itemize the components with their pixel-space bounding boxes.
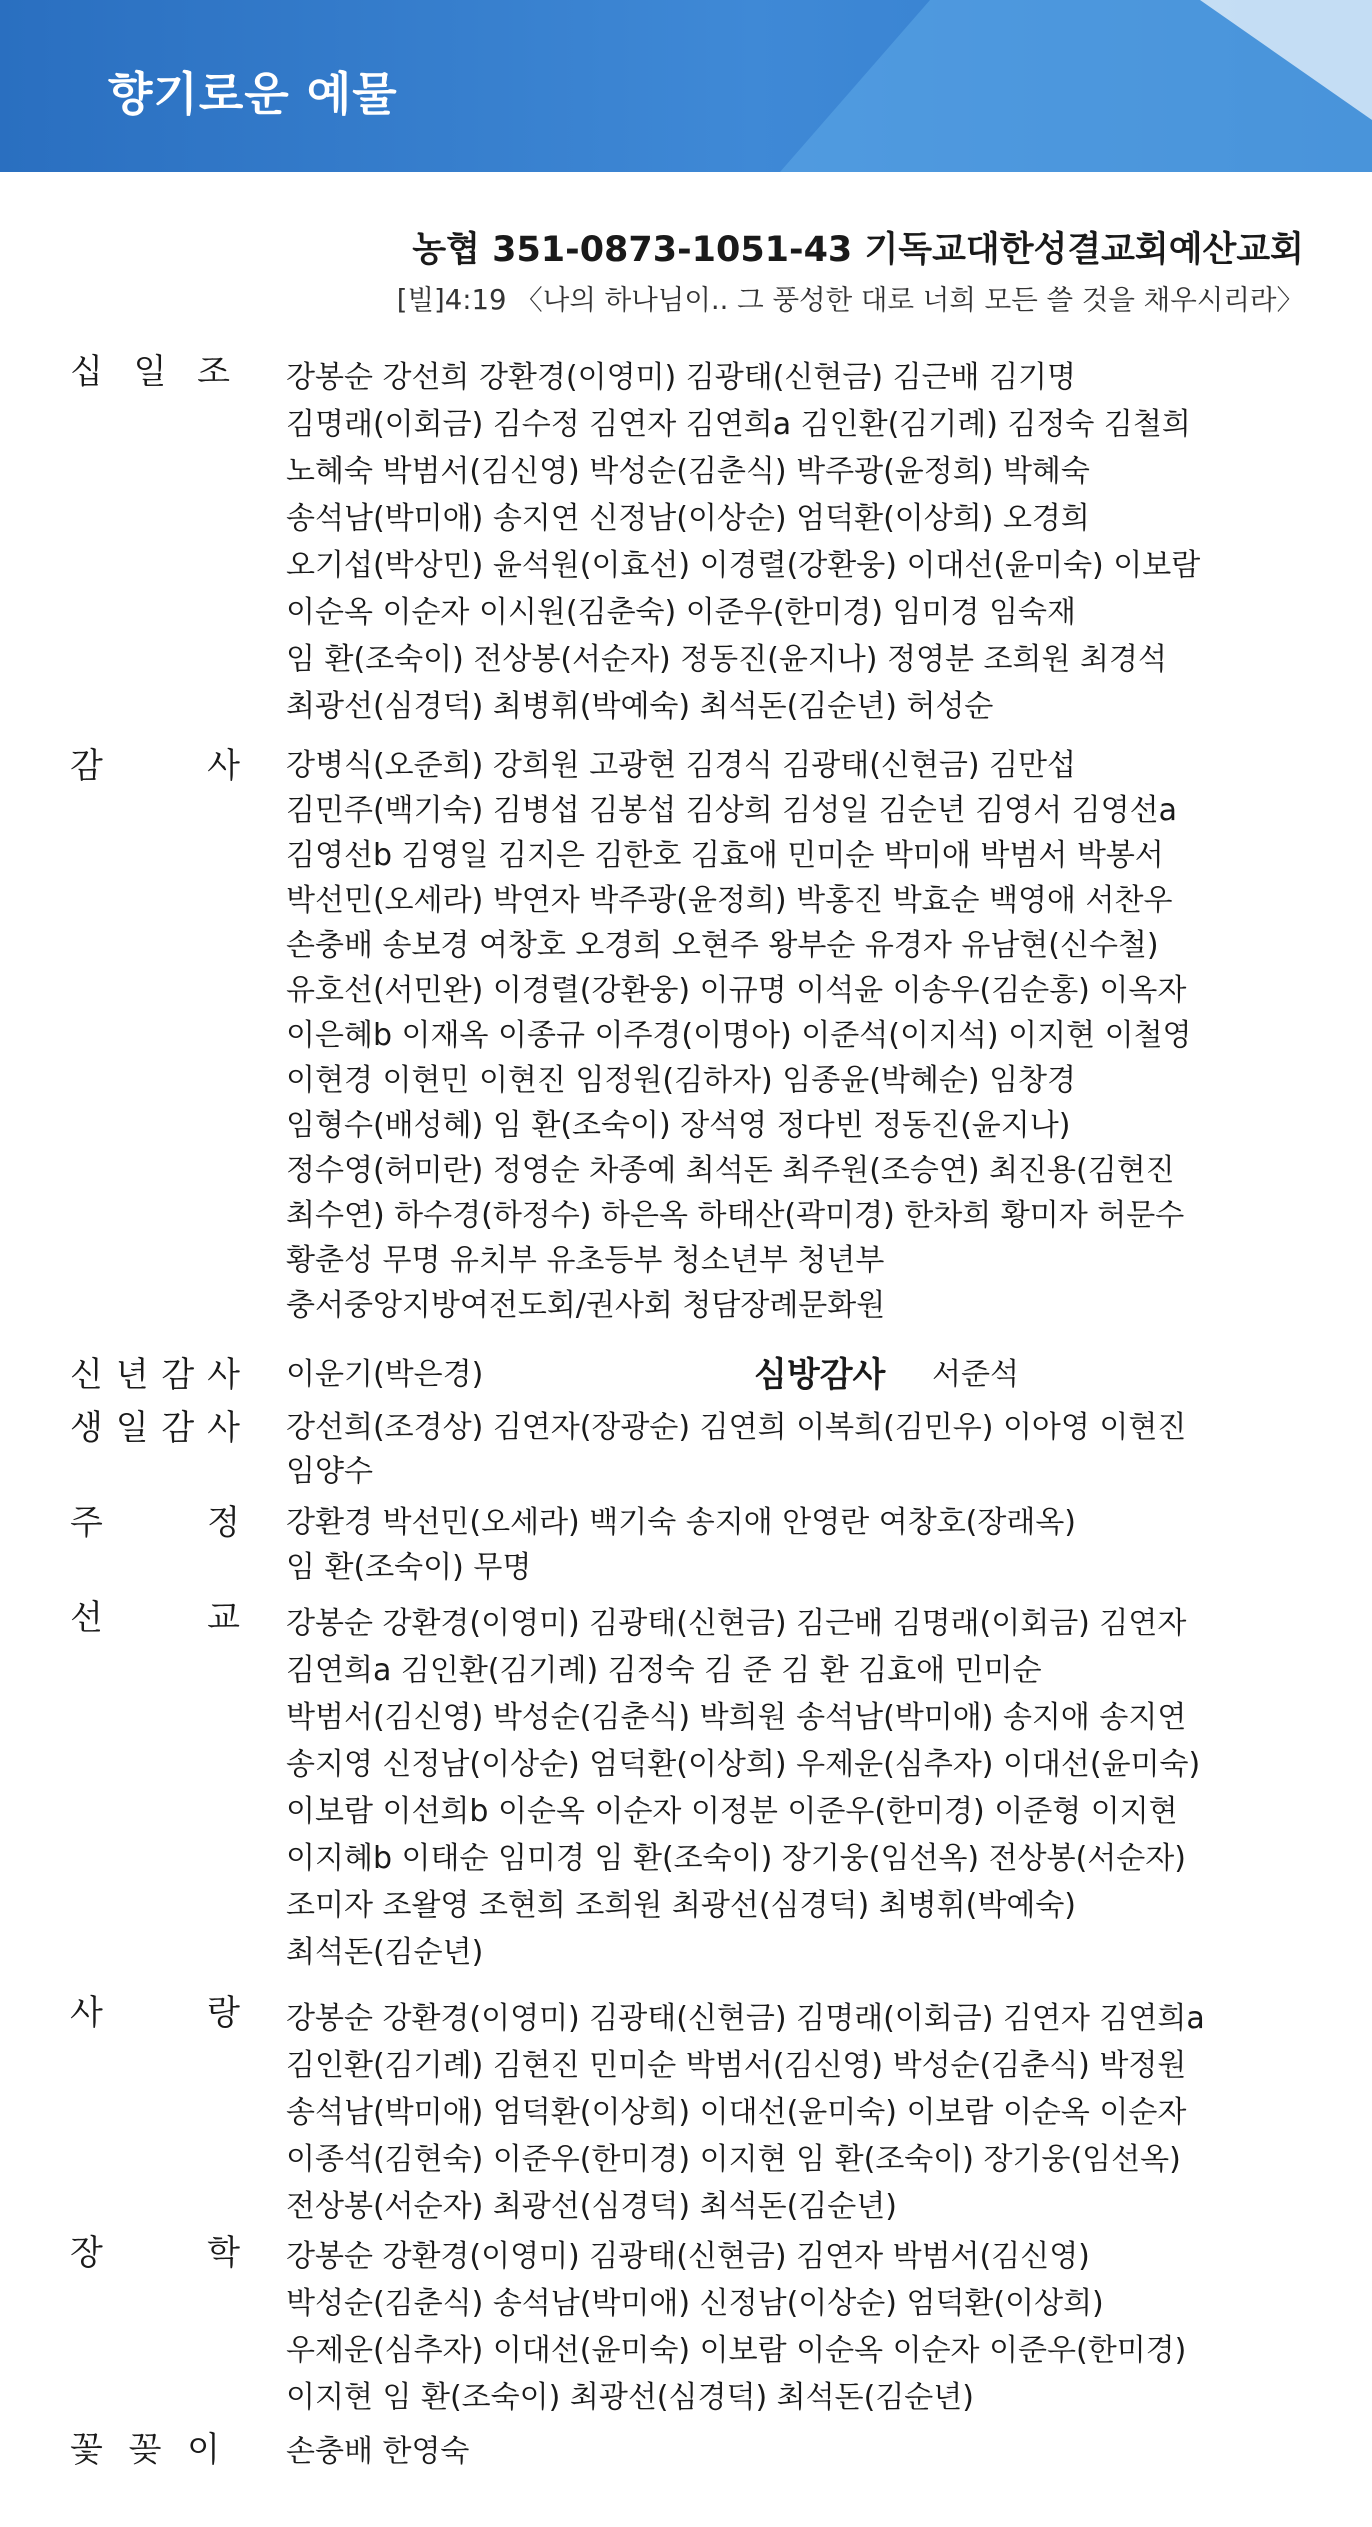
name-line: 김연희a 김인환(김기례) 김정숙 김 준 김 환 김효애 민미순	[286, 1653, 1042, 1688]
name-line: 이은혜b 이재옥 이종규 이주경(이명아) 이준석(이지석) 이지현 이철영	[286, 1018, 1192, 1053]
name-line: 송석남(박미애) 엄덕환(이상희) 이대선(윤미숙) 이보람 이순옥 이순자	[286, 2095, 1187, 2130]
section-label: 주 정	[70, 1503, 240, 1543]
name-list	[286, 2231, 1316, 2419]
visit-thanks-value: 서준석	[932, 1357, 1019, 1392]
section-label: 꽃 꽂 이	[70, 2430, 220, 2470]
name-line: 전상봉(서순자) 최광선(심경덕) 최석돈(김순년)	[286, 2189, 897, 2224]
name-list	[286, 1402, 1316, 1490]
name-line: 김명래(이회금) 김수정 김연자 김연희a 김인환(김기례) 김정숙 김철희	[286, 407, 1191, 442]
name-line: 강선희(조경상) 김연자(장광순) 김연희 이복희(김민우) 이아영 이현진	[286, 1410, 1187, 1445]
name-line: 박범서(김신영) 박성순(김춘식) 박희원 송석남(박미애) 송지애 송지연	[286, 1700, 1187, 1735]
name-list	[286, 1993, 1316, 2228]
name-line: 이순옥 이순자 이시원(김춘숙) 이준우(한미경) 임미경 임숙재	[286, 595, 1077, 630]
name-line: 김영선b 김영일 김지은 김한호 김효애 민미순 박미애 박범서 박봉서	[286, 838, 1164, 873]
section-label: 선 교	[70, 1598, 240, 1638]
name-line: 김인환(김기례) 김현진 민미순 박범서(김신영) 박성순(김춘식) 박정원	[286, 2048, 1187, 2083]
name-line: 강환경 박선민(오세라) 백기숙 송지애 안영란 여창호(장래옥)	[286, 1505, 1077, 1540]
name-line: 강봉순 강환경(이영미) 김광태(신현금) 김근배 김명래(이회금) 김연자	[286, 1606, 1187, 1641]
name-list	[286, 740, 1316, 1325]
name-line: 이종석(김현숙) 이준우(한미경) 이지현 임 환(조숙이) 장기웅(임선옥)	[286, 2142, 1181, 2177]
name-line: 정수영(허미란) 정영순 차종예 최석돈 최주원(조승연) 최진용(김현진	[286, 1153, 1175, 1188]
section-label: 신 년 감 사	[70, 1355, 240, 1395]
name-line: 이보람 이선희b 이순옥 이순자 이정분 이준우(한미경) 이준형 이지현	[286, 1794, 1178, 1829]
name-list	[286, 1598, 1316, 1974]
name-line: 송석남(박미애) 송지연 신정남(이상순) 엄덕환(이상희) 오경희	[286, 501, 1090, 536]
name-line: 강병식(오준희) 강희원 고광현 김경식 김광태(신현금) 김만섭	[286, 748, 1077, 783]
section-label: 생 일 감 사	[70, 1408, 240, 1448]
name-line: 강봉순 강선희 강환경(이영미) 김광태(신현금) 김근배 김기명	[286, 360, 1077, 395]
page-title: 향기로운 예물	[108, 67, 398, 121]
section-label: 장 학	[70, 2233, 240, 2273]
name-line: 강봉순 강환경(이영미) 김광태(신현금) 김연자 박범서(김신영)	[286, 2239, 1090, 2274]
name-line: 최석돈(김순년)	[286, 1935, 484, 1970]
name-list	[286, 352, 1316, 728]
visit-thanks-label: 심방감사	[754, 1355, 886, 1395]
name-line: 손충배 한영숙	[286, 2434, 470, 2469]
name-line: 유호선(서민완) 이경렬(강환웅) 이규명 이석윤 이송우(김순홍) 이옥자	[286, 973, 1187, 1008]
section-label: 감 사	[70, 746, 240, 786]
name-line: 노혜숙 박범서(김신영) 박성순(김춘식) 박주광(윤정희) 박혜숙	[286, 454, 1090, 489]
name-line: 임형수(배성혜) 임 환(조숙이) 장석영 정다빈 정동진(윤지나)	[286, 1108, 1071, 1143]
name-line: 박선민(오세라) 박연자 박주광(윤정희) 박홍진 박효순 백영애 서찬우	[286, 883, 1173, 918]
name-line: 오기섭(박상민) 윤석원(이효선) 이경렬(강환웅) 이대선(윤미숙) 이보람	[286, 548, 1201, 583]
bank-account: 농협 351-0873-1051-43 기독교대한성결교회예산교회	[412, 230, 1304, 270]
name-line: 임 환(조숙이) 무명	[286, 1550, 532, 1585]
name-line: 이지현 임 환(조숙이) 최광선(심경덕) 최석돈(김순년)	[286, 2380, 974, 2415]
name-line: 김민주(백기숙) 김병섭 김봉섭 김상희 김성일 김순년 김영서 김영선a	[286, 793, 1178, 828]
section-label: 십 일 조	[70, 352, 230, 392]
name-line: 이지혜b 이태순 임미경 임 환(조숙이) 장기웅(임선옥) 전상봉(서순자)	[286, 1841, 1186, 1876]
name-line: 우제운(심추자) 이대선(윤미숙) 이보람 이순옥 이순자 이준우(한미경)	[286, 2333, 1187, 2368]
section-label: 사 랑	[70, 1993, 240, 2033]
name-line: 최광선(심경덕) 최병휘(박예숙) 최석돈(김순년) 허성순	[286, 689, 994, 724]
name-line: 강봉순 강환경(이영미) 김광태(신현금) 김명래(이회금) 김연자 김연희a	[286, 2001, 1205, 2036]
name-line: 이현경 이현민 이현진 임정원(김하자) 임종윤(박혜순) 임창경	[286, 1063, 1077, 1098]
name-line: 최수연) 하수경(하정수) 하은옥 하태산(곽미경) 한차희 황미자 허문수	[286, 1198, 1185, 1233]
bible-verse: [빌]4:19 〈나의 하나님이.. 그 풍성한 대로 너희 모든 쓸 것을 채우시리라〉	[396, 284, 1304, 316]
name-line: 임양수	[286, 1454, 373, 1489]
name-line: 송지영 신정남(이상순) 엄덕환(이상희) 우제운(심추자) 이대선(윤미숙)	[286, 1747, 1201, 1782]
name-line: 박성순(김춘식) 송석남(박미애) 신정남(이상순) 엄덕환(이상희)	[286, 2286, 1104, 2321]
name-line: 충서중앙지방여전도회/권사회 청담장례문화원	[286, 1288, 886, 1323]
name-line: 조미자 조왈영 조현희 조희원 최광선(심경덕) 최병휘(박예숙)	[286, 1888, 1077, 1923]
name-list	[286, 1497, 1316, 1587]
name-line: 황춘성 무명 유치부 유초등부 청소년부 청년부	[286, 1243, 885, 1278]
name-line: 이운기(박은경)	[286, 1357, 484, 1392]
name-line: 손충배 송보경 여창호 오경희 오현주 왕부순 유경자 유남현(신수철)	[286, 928, 1159, 963]
name-line: 임 환(조숙이) 전상봉(서순자) 정동진(윤지나) 정영분 조희원 최경석	[286, 642, 1167, 677]
header-banner	[0, 0, 1372, 172]
